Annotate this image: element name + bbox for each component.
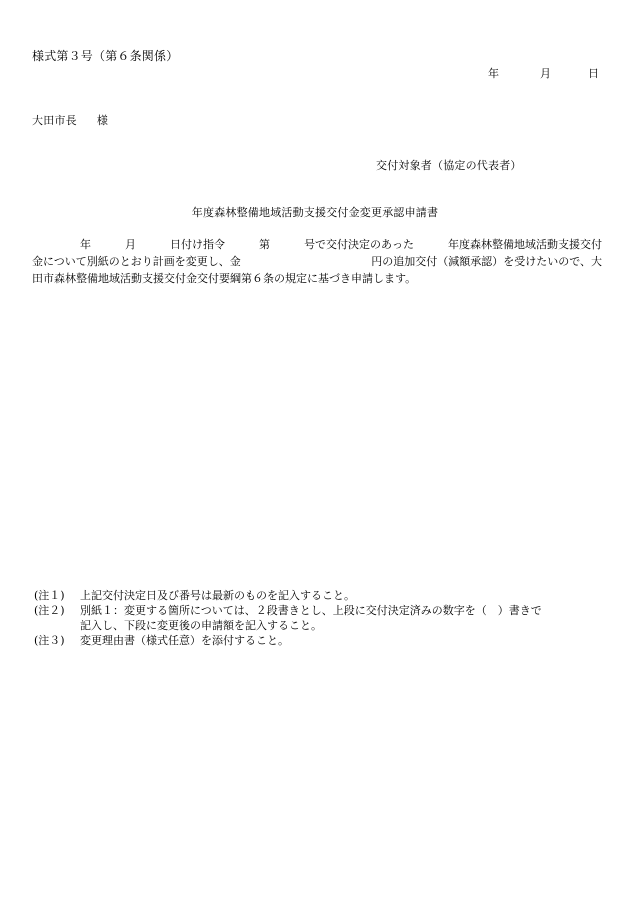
notes	[34, 588, 604, 648]
note-1-mark: (注１)	[34, 589, 65, 602]
body-amount-lead: 金について別紙のとおり計画を変更し、金	[32, 255, 241, 268]
body-decision: 号で交付決定のあった	[304, 238, 414, 251]
document-title: 年度森林整備地域活動支援交付金変更承認申請書	[191, 206, 439, 219]
form-number: 様式第３号（第６条関係）	[32, 49, 179, 63]
note-3-mark: (注３)	[34, 634, 65, 647]
applicant-label: 交付対象者（協定の代表者）	[376, 159, 522, 172]
body-line-1	[32, 236, 602, 253]
note-3	[34, 633, 604, 648]
body-month: 月	[125, 238, 137, 251]
note-2-mark: (注２)	[34, 604, 65, 617]
note-1	[34, 588, 604, 603]
date-month: 月	[540, 67, 552, 80]
note-2-continuation: 記入し、下段に変更後の申請額を記入すること。	[80, 619, 322, 632]
body-number-prefix: 第	[259, 238, 271, 251]
application-body	[32, 236, 602, 287]
date-year: 年	[488, 67, 500, 80]
body-amount-tail: 円の追加交付（減額承認）を受けたいので、大	[371, 255, 602, 268]
addressee-label: 大田市長	[32, 114, 77, 127]
addressee	[32, 114, 108, 128]
addressee-honorific: 様	[96, 114, 109, 127]
date-day: 日	[588, 67, 600, 80]
note-2-text: 別紙１：変更する箇所については、２段書きとし、上段に交付決定済みの数字を（ ）書きで	[80, 604, 542, 617]
body-year: 年	[80, 238, 91, 251]
body-line-2	[32, 253, 602, 270]
note-2	[34, 603, 604, 618]
note-3-text: 変更理由書（様式任意）を添付すること。	[80, 634, 289, 647]
body-grant-title: 年度森林整備地域活動支援交付	[447, 238, 602, 251]
body-directive: 日付け指令	[170, 238, 226, 251]
body-line-3: 田市森林整備地域活動支援交付金交付要綱第６条の規定に基づき申請します。	[32, 272, 417, 285]
note-1-text: 上記交付決定日及び番号は最新のものを記入すること。	[80, 589, 355, 602]
